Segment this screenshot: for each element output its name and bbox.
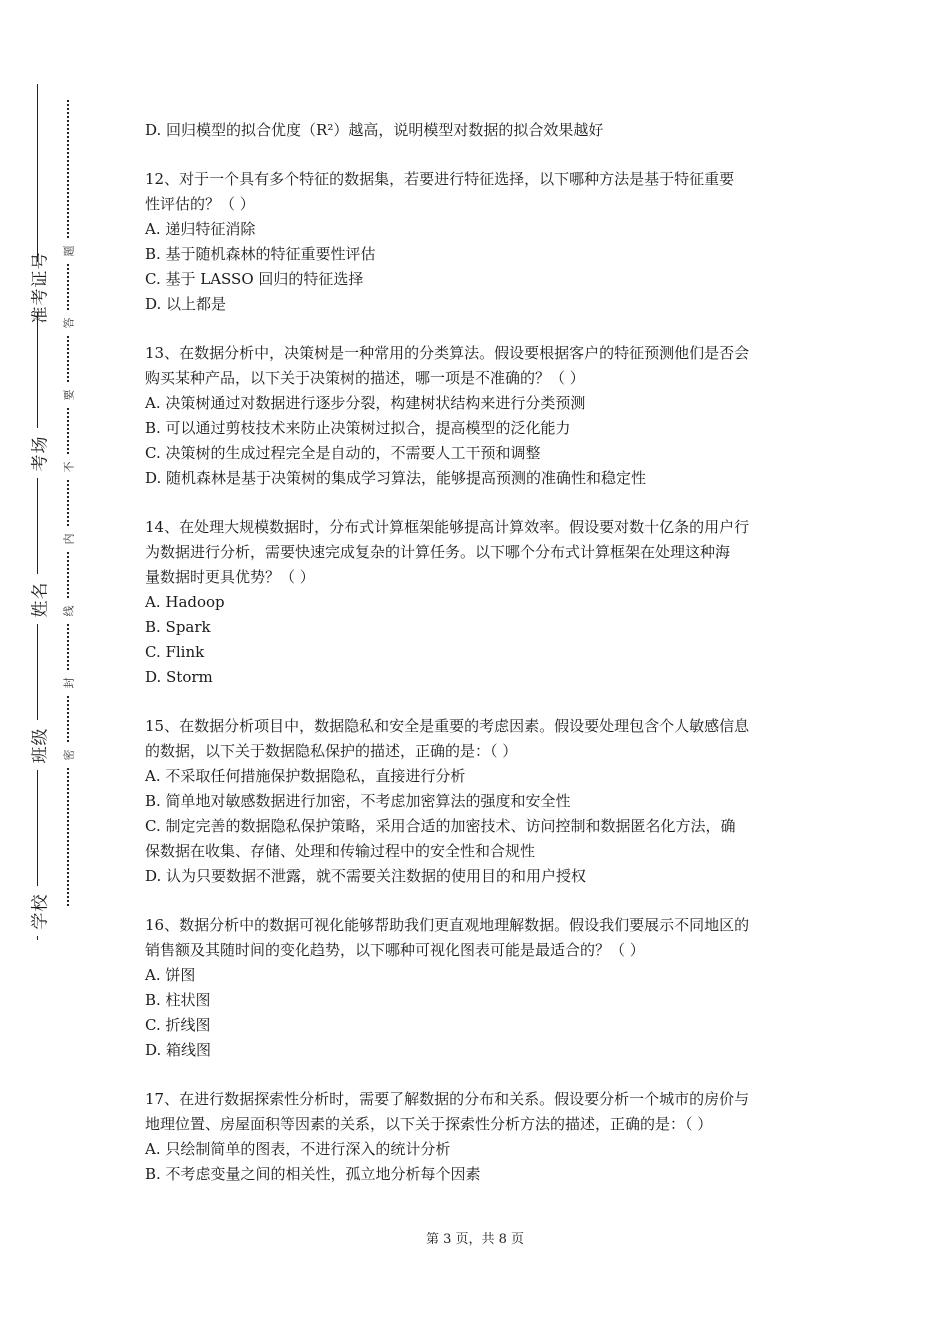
- seal-char: 内: [58, 528, 78, 550]
- question-stem: 13、在数据分析中，决策树是一种常用的分类算法。假设要根据客户的特征预测他们是否会: [145, 344, 750, 362]
- option-d: D. 随机森林是基于决策树的集成学习算法，能够提高预测的准确性和稳定性: [145, 469, 647, 487]
- option-c: C. 决策树的生成过程完全是自动的，不需要人工干预和调整: [145, 444, 541, 462]
- seal-char: 不: [58, 456, 78, 478]
- seal-char: 要: [58, 384, 78, 406]
- option-d: D. 认为只要数据不泄露，就不需要关注数据的使用目的和用户授权: [145, 867, 587, 885]
- binding-rule: [37, 84, 38, 940]
- question-stem: 14、在处理大规模数据时，分布式计算框架能够提高计算效率。假设要对数十亿条的用户行: [145, 518, 750, 536]
- option-c: C. 折线图: [145, 1016, 211, 1034]
- question-stem: 性评估的？（ ）: [145, 195, 255, 213]
- seal-char: 题: [58, 240, 78, 262]
- question-14: [145, 515, 810, 690]
- school-label: 学校: [20, 886, 56, 936]
- seal-char: 封: [58, 672, 78, 694]
- option-b: B. 简单地对敏感数据进行加密，不考虑加密算法的强度和安全性: [145, 792, 571, 810]
- option-c-continued: 保数据在收集、存储、处理和传输过程中的安全性和合规性: [145, 842, 536, 860]
- question-stem: 地理位置、房屋面积等因素的关系，以下关于探索性分析方法的描述，正确的是：（ ）: [145, 1115, 713, 1133]
- option-b: B. 不考虑变量之间的相关性，孤立地分析每个因素: [145, 1165, 481, 1183]
- binding-strip: [0, 0, 95, 1344]
- option-a: A. 饼图: [145, 966, 196, 984]
- question-stem: 17、在进行数据探索性分析时，需要了解数据的分布和关系。假设要分析一个城市的房价与: [145, 1090, 750, 1108]
- question-11-tail: [145, 118, 810, 143]
- option-c: C. 基于 LASSO 回归的特征选择: [145, 270, 364, 288]
- option-c: C. 制定完善的数据隐私保护策略，采用合适的加密技术、访问控制和数据匿名化方法，确: [145, 817, 736, 835]
- option-d: D. 以上都是: [145, 295, 227, 313]
- question-stem: 12、对于一个具有多个特征的数据集，若要进行特征选择，以下哪种方法是基于特征重要: [145, 170, 735, 188]
- question-stem: 量数据时更具优势？（ ）: [145, 568, 315, 586]
- question-stem: 购买某种产品，以下关于决策树的描述，哪一项是不准确的？（ ）: [145, 369, 585, 387]
- question-stem: 15、在数据分析项目中，数据隐私和安全是重要的考虑因素。假设要处理包含个人敏感信息: [145, 717, 750, 735]
- question-15: [145, 714, 810, 889]
- question-13: [145, 341, 810, 491]
- option-b: B. Spark: [145, 618, 211, 636]
- option-a: A. 不采取任何措施保护数据隐私，直接进行分析: [145, 767, 466, 785]
- option-line: D. 回归模型的拟合优度（R²）越高，说明模型对数据的拟合效果越好: [145, 121, 604, 139]
- name-label: 姓名: [20, 574, 56, 624]
- option-a: A. 递归特征消除: [145, 220, 256, 238]
- exam-room-label: 考场: [20, 428, 56, 478]
- option-c: C. Flink: [145, 643, 205, 661]
- exam-content: [145, 118, 810, 1187]
- question-stem: 的数据，以下关于数据隐私保护的描述，正确的是：（ ）: [145, 742, 518, 760]
- option-b: B. 可以通过剪枝技术来防止决策树过拟合，提高模型的泛化能力: [145, 419, 571, 437]
- seal-char: 线: [58, 600, 78, 622]
- option-b: B. 基于随机森林的特征重要性评估: [145, 245, 376, 263]
- class-label: 班级: [20, 720, 56, 770]
- option-d: D. 箱线图: [145, 1041, 212, 1059]
- option-d: D. Storm: [145, 668, 213, 686]
- question-stem: 16、数据分析中的数据可视化能够帮助我们更直观地理解数据。假设我们要展示不同地区的: [145, 916, 750, 934]
- option-b: B. 柱状图: [145, 991, 211, 1009]
- question-12: [145, 167, 810, 317]
- seal-char: 密: [58, 744, 78, 766]
- page-number: 第 3 页，共 8 页: [425, 1232, 525, 1247]
- question-stem: 销售额及其随时间的变化趋势，以下哪种可视化图表可能是最适合的？（ ）: [145, 941, 645, 959]
- exam-id-label: 准考证号: [20, 262, 56, 312]
- option-a: A. Hadoop: [145, 593, 225, 611]
- question-17: [145, 1087, 810, 1187]
- option-a: A. 只绘制简单的图表，不进行深入的统计分析: [145, 1140, 451, 1158]
- question-stem: 为数据进行分析，需要快速完成复杂的计算任务。以下哪个分布式计算框架在处理这种海: [145, 543, 731, 561]
- question-16: [145, 913, 810, 1063]
- option-a: A. 决策树通过对数据进行逐步分裂，构建树状结构来进行分类预测: [145, 394, 586, 412]
- seal-char: 答: [58, 312, 78, 334]
- seal-line: [67, 100, 69, 906]
